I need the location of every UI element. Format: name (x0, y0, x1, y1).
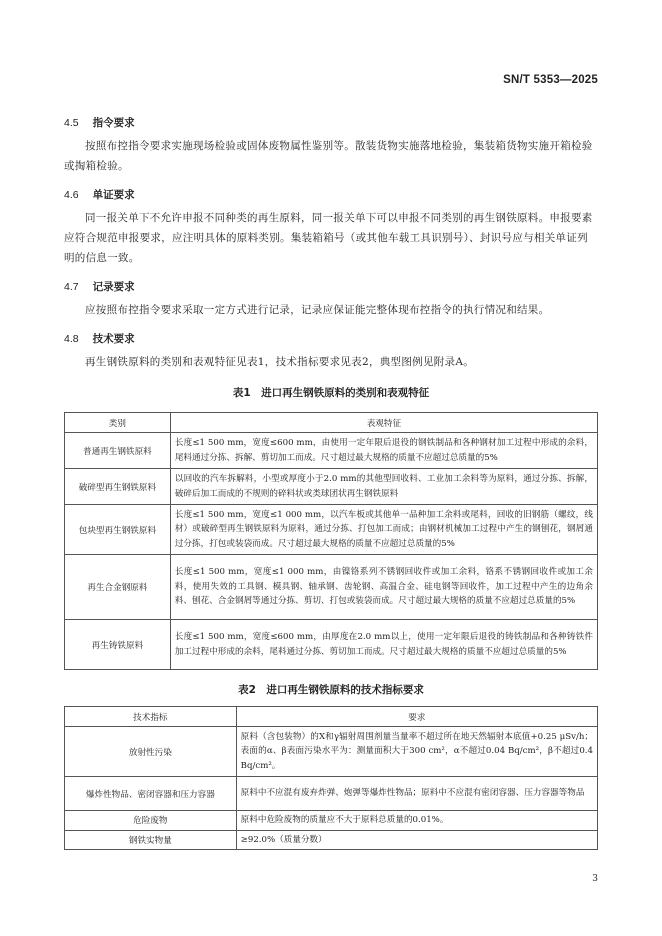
category-cell: 普通再生钢铁原料 (65, 433, 171, 469)
feature-cell: 长度≤1 500 mm，宽度≤1 000 mm，以汽车板或其他单一品种加工余料或尾料，回收的旧钢筋（螺纹，线材）或破碎型再生钢铁原料为原料，通过分拣、打包加工而成；由钢材机械加工过程中产生的钢刨花，钢屑通过分拣，打包或装袋而成。尺寸超过最大规格的质量不应超过总质量的5% (170, 505, 597, 555)
table2-header-indicator: 技术指标 (65, 707, 237, 727)
category-cell: 包块型再生钢铁原料 (65, 505, 171, 555)
feature-cell: 长度≤1 500 mm，宽度≤600 mm，由厚度在2.0 mm以上，使用一定年限后退役的铸铁制品和各种铸铁件加工过程中形成的余料，尾料通过分拣、剪切加工而成。尺寸超过最大规格的质量不应超过总质量的5% (170, 620, 597, 670)
table1-header-row (65, 413, 598, 433)
indicator-cell: 危险废物 (65, 811, 237, 831)
section-number: 4.7 (64, 281, 79, 293)
table-row (65, 620, 598, 670)
table-row (65, 777, 598, 811)
table-row (65, 830, 598, 850)
section-number: 4.5 (64, 117, 79, 129)
section-4-5-text: 按照布控指令要求实施现场检验或固体废物属性鉴别等。散装货物实施落地检验，集装箱货物实施开箱检验或掏箱检验。 (64, 140, 593, 172)
section-title: 技术要求 (92, 333, 135, 345)
requirement-cell: 原料中不应混有废弃炸弹、炮弹等爆炸性物品；原料中不应混有密闭容器、压力容器等物品 (236, 777, 597, 811)
table2 (64, 706, 598, 850)
section-number: 4.6 (64, 189, 79, 201)
table2-header-row (65, 707, 598, 727)
section-4-8-text: 再生钢铁原料的类别和表观特征见表1，技术指标要求见表2，典型图例见附录A。 (85, 356, 475, 368)
section-title: 单证要求 (92, 189, 135, 201)
standard-code: SN/T 5353—2025 (503, 74, 598, 86)
table1-caption: 表1 进口再生钢铁原料的类别和表观特征 (232, 387, 430, 399)
table2-caption: 表2 进口再生钢铁原料的技术指标要求 (238, 684, 424, 696)
indicator-cell: 放射性污染 (65, 727, 237, 777)
table-row (65, 555, 598, 620)
indicator-cell: 钢铁实物量 (65, 830, 237, 850)
section-4-5-heading (64, 115, 135, 130)
table-row (65, 811, 598, 831)
requirement-cell: 原料中危险废物的质量应不大于原料总质量的0.01%。 (236, 811, 597, 831)
section-title: 指令要求 (92, 117, 135, 129)
table2-header-requirement: 要求 (236, 707, 597, 727)
table1 (64, 412, 598, 670)
indicator-cell: 爆炸性物品、密闭容器和压力容器 (65, 777, 237, 811)
table1-header-category: 类别 (65, 413, 171, 433)
table-row (65, 505, 598, 555)
section-4-7-text: 应按照布控指令要求采取一定方式进行记录，记录应保证能完整体现布控指令的执行情况和结果。 (85, 304, 550, 316)
table1-header-feature: 表观特征 (170, 413, 597, 433)
section-4-6-text: 同一报关单下不允许申报不同种类的再生原料，同一报关单下可以申报不同类别的再生钢铁原料。申报要素应符合规范申报要求，应注明具体的原料类别。集装箱箱号（或其他车载工具识别号）、封识号应与相关单证列明的信息一致。 (64, 212, 593, 264)
requirement-cell: 原料（含包装物）的X和γ辐射周围剂量当量率不超过所在地天然辐射本底值+0.25 μSv/h；表面的α、β表面污染水平为：测量面积大于300 cm²，α不超过0.04 Bq/cm²，β不超过0.4 Bq/cm²。 (236, 727, 597, 777)
section-title: 记录要求 (92, 281, 135, 293)
category-cell: 破碎型再生钢铁原料 (65, 469, 171, 505)
table-row (65, 469, 598, 505)
page-number: 3 (592, 874, 598, 884)
section-4-7-heading (64, 279, 135, 294)
category-cell: 再生铸铁原料 (65, 620, 171, 670)
table-row (65, 727, 598, 777)
requirement-cell: ≥92.0%（质量分数） (236, 830, 597, 850)
category-cell: 再生合金钢原料 (65, 555, 171, 620)
section-4-8-heading (64, 331, 135, 346)
feature-cell: 长度≤1 500 mm，宽度≤1 000 mm，由镍铬系列不锈钢回收件或加工余料，铬系不锈钢回收件或加工余料，使用失效的工具钢、模具钢、轴承钢、齿轮钢、高温合金、硅电钢等回收件，加工过程中产生的边角余料、刨花、合金钢屑等通过分拣、剪切、打包或装袋而成。尺寸超过最大规格的质量不应超过总质量的5% (170, 555, 597, 620)
section-number: 4.8 (64, 333, 79, 345)
feature-cell: 长度≤1 500 mm，宽度≤600 mm，由使用一定年限后退役的钢铁制品和各种钢材加工过程中形成的余料，尾料通过分拣、拆解、剪切加工而成。尺寸超过最大规格的质量不应超过总质量的5% (170, 433, 597, 469)
feature-cell: 以回收的汽车拆解料，小型或厚度小于2.0 mm的其他型回收料、工业加工余料等为原料，通过分拣、拆解，破碎后加工而成的不规则的碎料状或类球团状再生钢铁原料 (170, 469, 597, 505)
section-4-6-heading (64, 187, 135, 202)
table-row (65, 433, 598, 469)
